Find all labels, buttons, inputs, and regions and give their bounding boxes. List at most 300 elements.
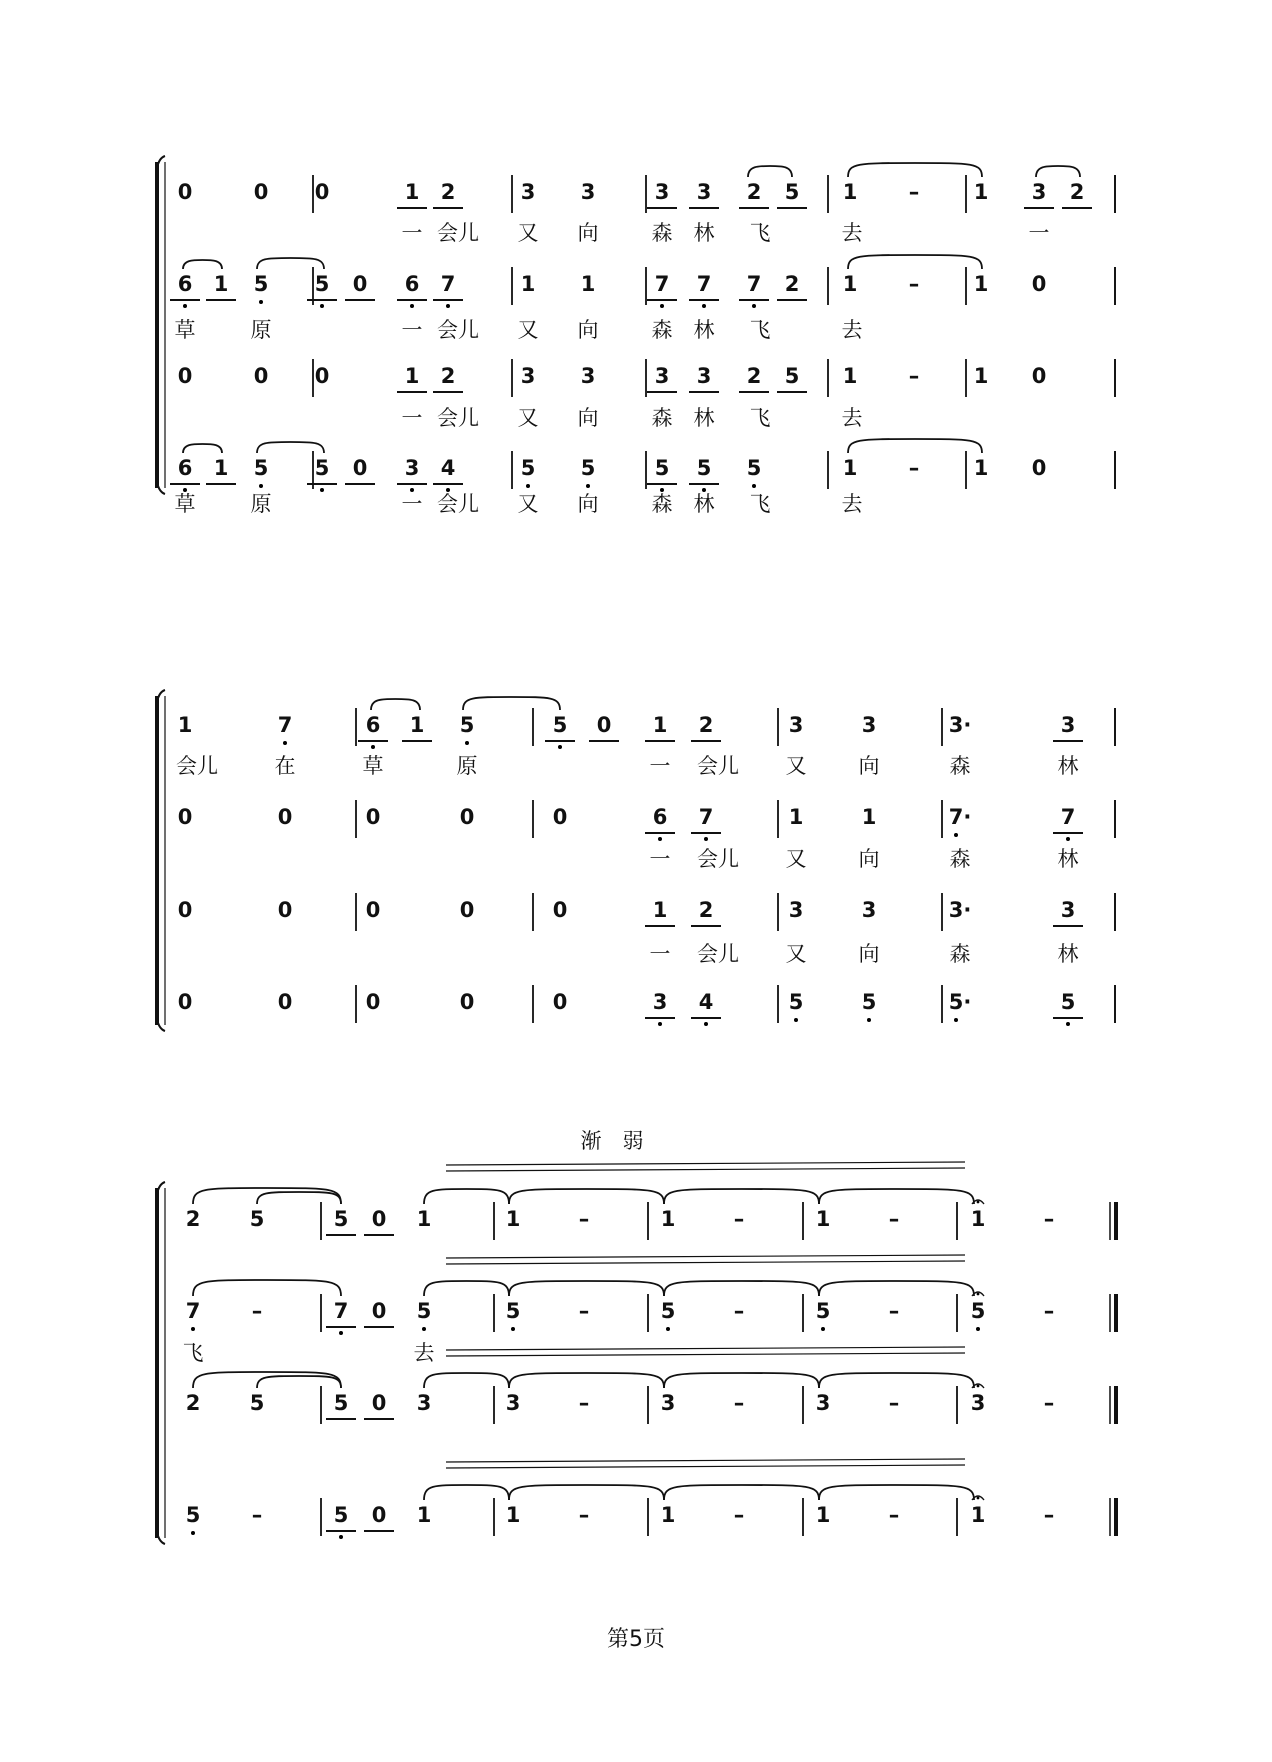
note: – <box>1043 1391 1055 1415</box>
note: 5 <box>788 990 804 1014</box>
lyric: 飞 <box>749 492 771 516</box>
lyric: 去 <box>841 318 863 342</box>
lyric: 又 <box>785 754 807 778</box>
lyric: 去 <box>413 1341 435 1365</box>
note: 1 <box>404 364 420 388</box>
note: – <box>908 456 920 480</box>
note: 6 <box>177 456 193 480</box>
low-octave-dot <box>666 1327 670 1331</box>
low-octave-dot <box>371 745 375 749</box>
note: 0 <box>552 805 568 829</box>
lyric: 林 <box>693 406 715 430</box>
note: 1 <box>177 713 193 737</box>
tie-slur <box>1036 166 1080 177</box>
low-octave-dot <box>526 484 530 488</box>
note: 1 <box>213 272 229 296</box>
low-octave-dot <box>794 1018 798 1022</box>
diminuendo-marking: 渐 弱 <box>580 1129 644 1153</box>
tie-slur <box>424 1189 509 1204</box>
note: 3 <box>1060 898 1076 922</box>
low-octave-dot <box>339 1535 343 1539</box>
low-octave-dot <box>954 1018 958 1022</box>
note: 3 <box>416 1391 432 1415</box>
note: 1 <box>861 805 877 829</box>
tie-slur <box>748 166 792 177</box>
note: – <box>908 364 920 388</box>
lyric: 向 <box>577 221 599 245</box>
low-octave-dot <box>1066 1022 1070 1026</box>
lyric: 会儿 <box>437 406 479 430</box>
note: 1 <box>505 1207 521 1231</box>
note: 3· <box>948 713 972 737</box>
low-octave-dot <box>976 1327 980 1331</box>
lyric: 向 <box>577 492 599 516</box>
lyric: 去 <box>841 221 863 245</box>
note: 6 <box>652 805 668 829</box>
note: 1 <box>409 713 425 737</box>
fermata-dot <box>977 1497 980 1500</box>
lyric: 飞 <box>749 318 771 342</box>
low-octave-dot <box>1066 837 1070 841</box>
note: 5 <box>249 1391 265 1415</box>
lyric: 飞 <box>749 221 771 245</box>
diminuendo-hairpin-line <box>446 1261 965 1264</box>
diminuendo-hairpin-line <box>446 1255 965 1258</box>
note: 1 <box>660 1207 676 1231</box>
low-octave-dot <box>320 304 324 308</box>
low-octave-dot <box>320 488 324 492</box>
lyric: 向 <box>577 318 599 342</box>
lyric: 森 <box>949 942 971 966</box>
tie-slur <box>664 1189 819 1204</box>
note: 0 <box>352 272 368 296</box>
lyric: 林 <box>1057 754 1079 778</box>
note: 3 <box>580 180 596 204</box>
lyric: 又 <box>517 406 539 430</box>
note: 5 <box>333 1503 349 1527</box>
lyric: 森 <box>949 754 971 778</box>
note: 0 <box>277 898 293 922</box>
note: 1 <box>973 456 989 480</box>
note: 3 <box>1060 713 1076 737</box>
lyric: 在 <box>274 754 296 778</box>
tie-slur <box>664 1281 819 1296</box>
note: – <box>888 1299 900 1323</box>
lyric: 森 <box>651 492 673 516</box>
low-octave-dot <box>191 1327 195 1331</box>
note: 0 <box>177 364 193 388</box>
bracket-top-hook <box>157 156 165 168</box>
note: – <box>578 1299 590 1323</box>
tie-slur <box>509 1189 664 1204</box>
note: 3 <box>696 180 712 204</box>
note: 1 <box>660 1503 676 1527</box>
note: 2 <box>746 364 762 388</box>
note: 2 <box>698 713 714 737</box>
note: 1 <box>973 272 989 296</box>
note: 0 <box>352 456 368 480</box>
note: – <box>251 1299 263 1323</box>
note: – <box>733 1299 745 1323</box>
note: 5 <box>253 272 269 296</box>
note: 1 <box>788 805 804 829</box>
note: 5 <box>333 1391 349 1415</box>
bracket-top-hook <box>157 1182 165 1194</box>
note: 6 <box>404 272 420 296</box>
tie-slur <box>509 1485 664 1500</box>
diminuendo-hairpin-line <box>446 1168 965 1171</box>
lyric: 会儿 <box>437 221 479 245</box>
low-octave-dot <box>752 484 756 488</box>
lyric: 又 <box>785 847 807 871</box>
low-octave-dot <box>183 304 187 308</box>
low-octave-dot <box>954 833 958 837</box>
tie-slur <box>257 442 324 453</box>
note: 3 <box>815 1391 831 1415</box>
lyric: 一 <box>401 492 423 516</box>
low-octave-dot <box>511 1327 515 1331</box>
diminuendo-hairpin-line <box>446 1353 965 1356</box>
low-octave-dot <box>422 1327 426 1331</box>
note: 5 <box>552 713 568 737</box>
note: 1 <box>842 272 858 296</box>
bracket-top-hook <box>157 690 165 702</box>
note: 5 <box>249 1207 265 1231</box>
lyric: 一 <box>401 221 423 245</box>
lyric: 林 <box>1057 847 1079 871</box>
lyric: 会儿 <box>697 847 739 871</box>
lyric: 草 <box>362 754 384 778</box>
note: 5 <box>654 456 670 480</box>
fermata-dot <box>977 1293 980 1296</box>
note: 5 <box>505 1299 521 1323</box>
tie-slur <box>848 439 982 453</box>
note: 6 <box>365 713 381 737</box>
note: 0 <box>1031 364 1047 388</box>
note: 3 <box>696 364 712 388</box>
note: 3 <box>788 713 804 737</box>
note: 0 <box>459 898 475 922</box>
low-octave-dot <box>658 837 662 841</box>
note: 3 <box>520 180 536 204</box>
lyric: 会儿 <box>176 754 218 778</box>
note: 0 <box>365 990 381 1014</box>
note: 1 <box>580 272 596 296</box>
note: 2 <box>698 898 714 922</box>
low-octave-dot <box>702 304 706 308</box>
note: – <box>908 272 920 296</box>
note: 1 <box>970 1503 986 1527</box>
lyric: 飞 <box>749 406 771 430</box>
note: 0 <box>365 898 381 922</box>
note: 3 <box>660 1391 676 1415</box>
note: 5 <box>520 456 536 480</box>
note: 5 <box>815 1299 831 1323</box>
lyric: 原 <box>250 492 272 516</box>
note: 1 <box>404 180 420 204</box>
note: – <box>578 1391 590 1415</box>
note: 3 <box>654 180 670 204</box>
note: 5 <box>696 456 712 480</box>
note: – <box>733 1503 745 1527</box>
note: – <box>1043 1207 1055 1231</box>
low-octave-dot <box>446 304 450 308</box>
tie-slur <box>819 1189 974 1204</box>
lyric: 一 <box>649 754 671 778</box>
note: 7 <box>440 272 456 296</box>
diminuendo-hairpin-line <box>446 1465 965 1468</box>
lyric: 向 <box>858 754 880 778</box>
lyric: 去 <box>841 406 863 430</box>
note: 0 <box>459 990 475 1014</box>
note: – <box>888 1207 900 1231</box>
note: 0 <box>371 1503 387 1527</box>
note: 0 <box>459 805 475 829</box>
note: 0 <box>552 898 568 922</box>
note: – <box>888 1503 900 1527</box>
low-octave-dot <box>191 1531 195 1535</box>
lyric: 森 <box>651 318 673 342</box>
lyric: 去 <box>841 492 863 516</box>
low-octave-dot <box>752 304 756 308</box>
low-octave-dot <box>283 741 287 745</box>
tie-slur <box>183 260 222 269</box>
tie-slur <box>848 255 982 269</box>
note: – <box>1043 1503 1055 1527</box>
lyric: 林 <box>693 492 715 516</box>
lyric: 一 <box>1028 221 1050 245</box>
note: 5 <box>253 456 269 480</box>
diminuendo-hairpin-line <box>446 1459 965 1462</box>
note: 1 <box>505 1503 521 1527</box>
note: 5 <box>746 456 762 480</box>
note: 2 <box>746 180 762 204</box>
note: 2 <box>784 272 800 296</box>
note: 7 <box>698 805 714 829</box>
tie-slur <box>193 1188 341 1204</box>
lyric: 草 <box>174 318 196 342</box>
low-octave-dot <box>259 300 263 304</box>
tie-slur <box>664 1373 819 1388</box>
note: – <box>578 1503 590 1527</box>
note: 0 <box>371 1207 387 1231</box>
note: 0 <box>371 1299 387 1323</box>
note: 3 <box>654 364 670 388</box>
fermata-dot <box>977 1201 980 1204</box>
lyric: 林 <box>693 318 715 342</box>
lyric: 飞 <box>182 1341 204 1365</box>
tie-slur <box>509 1373 664 1388</box>
note: 1 <box>416 1207 432 1231</box>
note: 5 <box>784 364 800 388</box>
note: 1 <box>842 364 858 388</box>
note: 1 <box>416 1503 432 1527</box>
tie-slur <box>424 1373 509 1388</box>
bracket-bottom-hook <box>157 482 165 494</box>
note: 0 <box>365 805 381 829</box>
note: 1 <box>973 180 989 204</box>
note: 1 <box>815 1207 831 1231</box>
lyric: 会儿 <box>437 318 479 342</box>
note: 5 <box>784 180 800 204</box>
note: 3 <box>861 713 877 737</box>
lyric: 一 <box>649 847 671 871</box>
tie-slur <box>257 1192 341 1204</box>
note: 5 <box>1060 990 1076 1014</box>
note: – <box>1043 1299 1055 1323</box>
note: 1 <box>213 456 229 480</box>
note: 7 <box>654 272 670 296</box>
lyric: 向 <box>858 942 880 966</box>
tie-slur <box>848 163 982 177</box>
bracket-bottom-hook <box>157 1019 165 1031</box>
tie-slur <box>424 1485 509 1500</box>
lyric: 草 <box>174 492 196 516</box>
note: 2 <box>185 1207 201 1231</box>
note: 0 <box>177 990 193 1014</box>
note: – <box>888 1391 900 1415</box>
note: 0 <box>314 364 330 388</box>
lyric: 森 <box>651 221 673 245</box>
note: – <box>733 1207 745 1231</box>
low-octave-dot <box>339 1331 343 1335</box>
note: 7 <box>1060 805 1076 829</box>
lyric: 森 <box>949 847 971 871</box>
note: 3 <box>788 898 804 922</box>
note: 3 <box>580 364 596 388</box>
note: 2 <box>1069 180 1085 204</box>
note: 0 <box>177 180 193 204</box>
note: 0 <box>253 364 269 388</box>
note: 1 <box>842 180 858 204</box>
note: – <box>908 180 920 204</box>
note: 3 <box>404 456 420 480</box>
lyric: 向 <box>577 406 599 430</box>
note: 0 <box>177 898 193 922</box>
note: 3 <box>652 990 668 1014</box>
low-octave-dot <box>867 1018 871 1022</box>
low-octave-dot <box>586 484 590 488</box>
lyric: 原 <box>456 754 478 778</box>
note: 3 <box>1031 180 1047 204</box>
tie-slur <box>819 1373 974 1388</box>
lyric: 林 <box>1057 942 1079 966</box>
note: 7 <box>277 713 293 737</box>
note: 1 <box>815 1503 831 1527</box>
note: 0 <box>177 805 193 829</box>
note: 7 <box>185 1299 201 1323</box>
note: 0 <box>314 180 330 204</box>
lyric: 又 <box>785 942 807 966</box>
note: 0 <box>277 805 293 829</box>
tie-slur <box>509 1281 664 1296</box>
lyric: 一 <box>401 406 423 430</box>
lyric: 森 <box>651 406 673 430</box>
lyric: 一 <box>649 942 671 966</box>
low-octave-dot <box>821 1327 825 1331</box>
lyric: 又 <box>517 318 539 342</box>
tie-slur <box>371 699 420 710</box>
lyric: 原 <box>250 318 272 342</box>
low-octave-dot <box>660 304 664 308</box>
tie-slur <box>183 444 222 453</box>
lyric: 一 <box>401 318 423 342</box>
note: 4 <box>698 990 714 1014</box>
note: 5 <box>459 713 475 737</box>
low-octave-dot <box>410 304 414 308</box>
note: 3 <box>861 898 877 922</box>
note: 0 <box>253 180 269 204</box>
note: 5 <box>970 1299 986 1323</box>
note: 0 <box>596 713 612 737</box>
lyric: 向 <box>858 847 880 871</box>
tie-slur <box>664 1485 819 1500</box>
lyric: 又 <box>517 221 539 245</box>
note: 1 <box>842 456 858 480</box>
note: 0 <box>1031 272 1047 296</box>
tie-slur <box>257 258 324 269</box>
diminuendo-hairpin-line <box>446 1347 965 1350</box>
low-octave-dot <box>658 1022 662 1026</box>
low-octave-dot <box>704 837 708 841</box>
note: 1 <box>520 272 536 296</box>
note: 7· <box>948 805 972 829</box>
note: 5 <box>314 456 330 480</box>
lyric: 会儿 <box>697 942 739 966</box>
low-octave-dot <box>704 1022 708 1026</box>
note: 3 <box>970 1391 986 1415</box>
lyric: 又 <box>517 492 539 516</box>
note: 5 <box>185 1503 201 1527</box>
fermata-dot <box>977 1385 980 1388</box>
note: – <box>251 1503 263 1527</box>
note: 0 <box>552 990 568 1014</box>
note: 3· <box>948 898 972 922</box>
note: 1 <box>970 1207 986 1231</box>
note: 2 <box>185 1391 201 1415</box>
note: 0 <box>1031 456 1047 480</box>
note: 2 <box>440 180 456 204</box>
note: – <box>733 1391 745 1415</box>
note: 7 <box>333 1299 349 1323</box>
tie-slur <box>819 1485 974 1500</box>
note: 5 <box>333 1207 349 1231</box>
lyric: 会儿 <box>437 492 479 516</box>
lyric: 会儿 <box>697 754 739 778</box>
note: 6 <box>177 272 193 296</box>
note: 4 <box>440 456 456 480</box>
note: 5 <box>861 990 877 1014</box>
note: 1 <box>652 898 668 922</box>
note: 5 <box>416 1299 432 1323</box>
note: 1 <box>652 713 668 737</box>
note: 7 <box>696 272 712 296</box>
note: 5 <box>314 272 330 296</box>
tie-slur <box>819 1281 974 1296</box>
tie-slur <box>463 697 560 710</box>
note: 5 <box>580 456 596 480</box>
tie-slur <box>424 1281 509 1296</box>
note: 2 <box>440 364 456 388</box>
low-octave-dot <box>465 741 469 745</box>
note: 5· <box>948 990 972 1014</box>
tie-slur <box>193 1372 341 1388</box>
note: 0 <box>277 990 293 1014</box>
note: 3 <box>520 364 536 388</box>
note: 5 <box>660 1299 676 1323</box>
tie-slur <box>193 1280 341 1296</box>
lyric: 林 <box>693 221 715 245</box>
